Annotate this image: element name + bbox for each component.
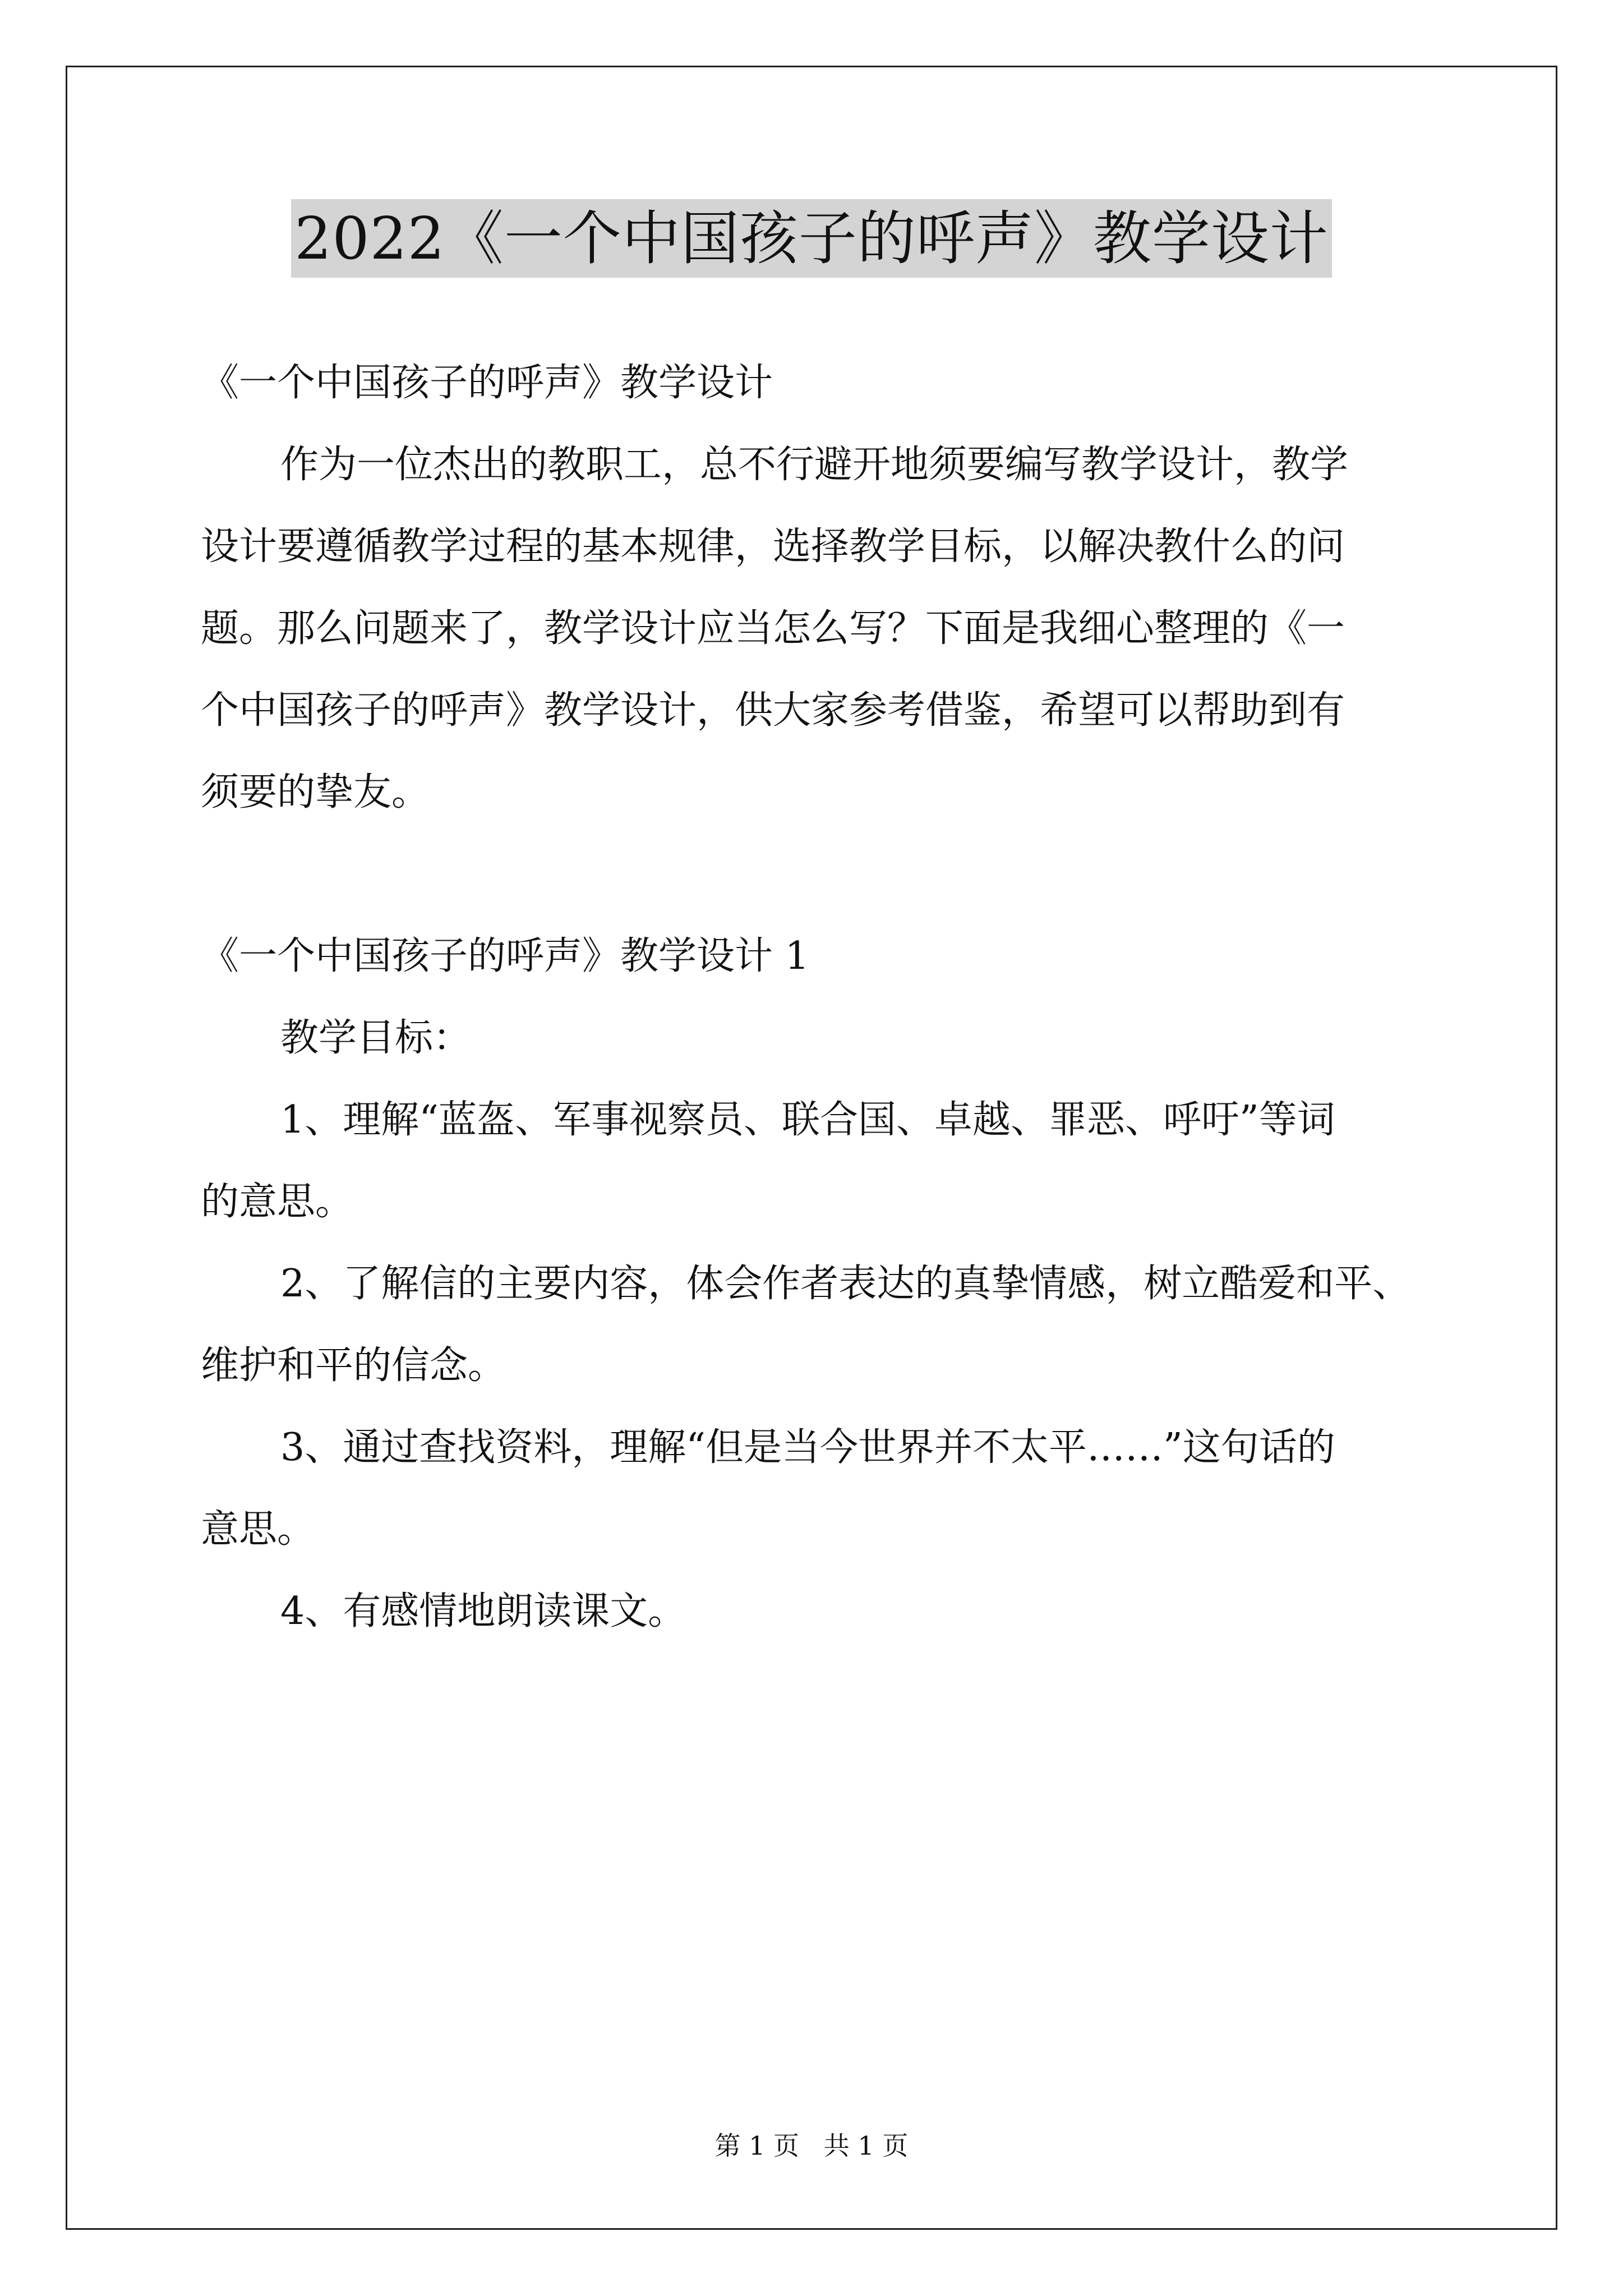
intro-line-1: 作为一位杰出的教职工，总不行避开地须要编写教学设计，教学 — [280, 443, 1349, 487]
goal-1-line-1: 1、理解“蓝盔、军事视察员、联合国、卓越、罪恶、呼吁”等词 — [280, 1098, 1335, 1142]
document-title: 2022《一个中国孩子的呼声》教学设计 — [291, 199, 1332, 278]
goal-1-line-2: 的意思。 — [201, 1180, 354, 1224]
intro-line-4: 个中国孩子的呼声》教学设计，供大家参考借鉴，希望可以帮助到有 — [201, 688, 1345, 733]
intro-line-2: 设计要遵循教学过程的基本规律，选择教学目标，以解决教什么的问 — [201, 524, 1345, 569]
goal-3-line-2: 意思。 — [201, 1507, 316, 1552]
subtitle: 《一个中国孩子的呼声》教学设计 — [201, 361, 773, 405]
page-number: 第 1 页 共 1 页 — [714, 2131, 909, 2161]
section-heading: 《一个中国孩子的呼声》教学设计 1 — [201, 934, 809, 978]
goals-label: 教学目标： — [280, 1016, 472, 1060]
intro-line-3: 题。那么问题来了，教学设计应当怎么写？下面是我细心整理的《一 — [201, 606, 1345, 651]
intro-line-5: 须要的挚友。 — [201, 770, 430, 815]
goal-2-line-2: 维护和平的信念。 — [201, 1343, 506, 1388]
document-title-wrapper — [0, 199, 1623, 278]
goal-3-line-1: 3、通过查找资料，理解“但是当今世界并不太平……”这句话的 — [280, 1425, 1335, 1470]
spacer — [201, 834, 1429, 915]
document-body — [201, 342, 1429, 1653]
page-footer — [0, 2129, 1623, 2162]
goal-4-line-1: 4、有感情地朗读课文。 — [280, 1589, 686, 1634]
goal-2-line-1: 2、了解信的主要内容，体会作者表达的真挚情感，树立酷爱和平、 — [280, 1262, 1411, 1306]
